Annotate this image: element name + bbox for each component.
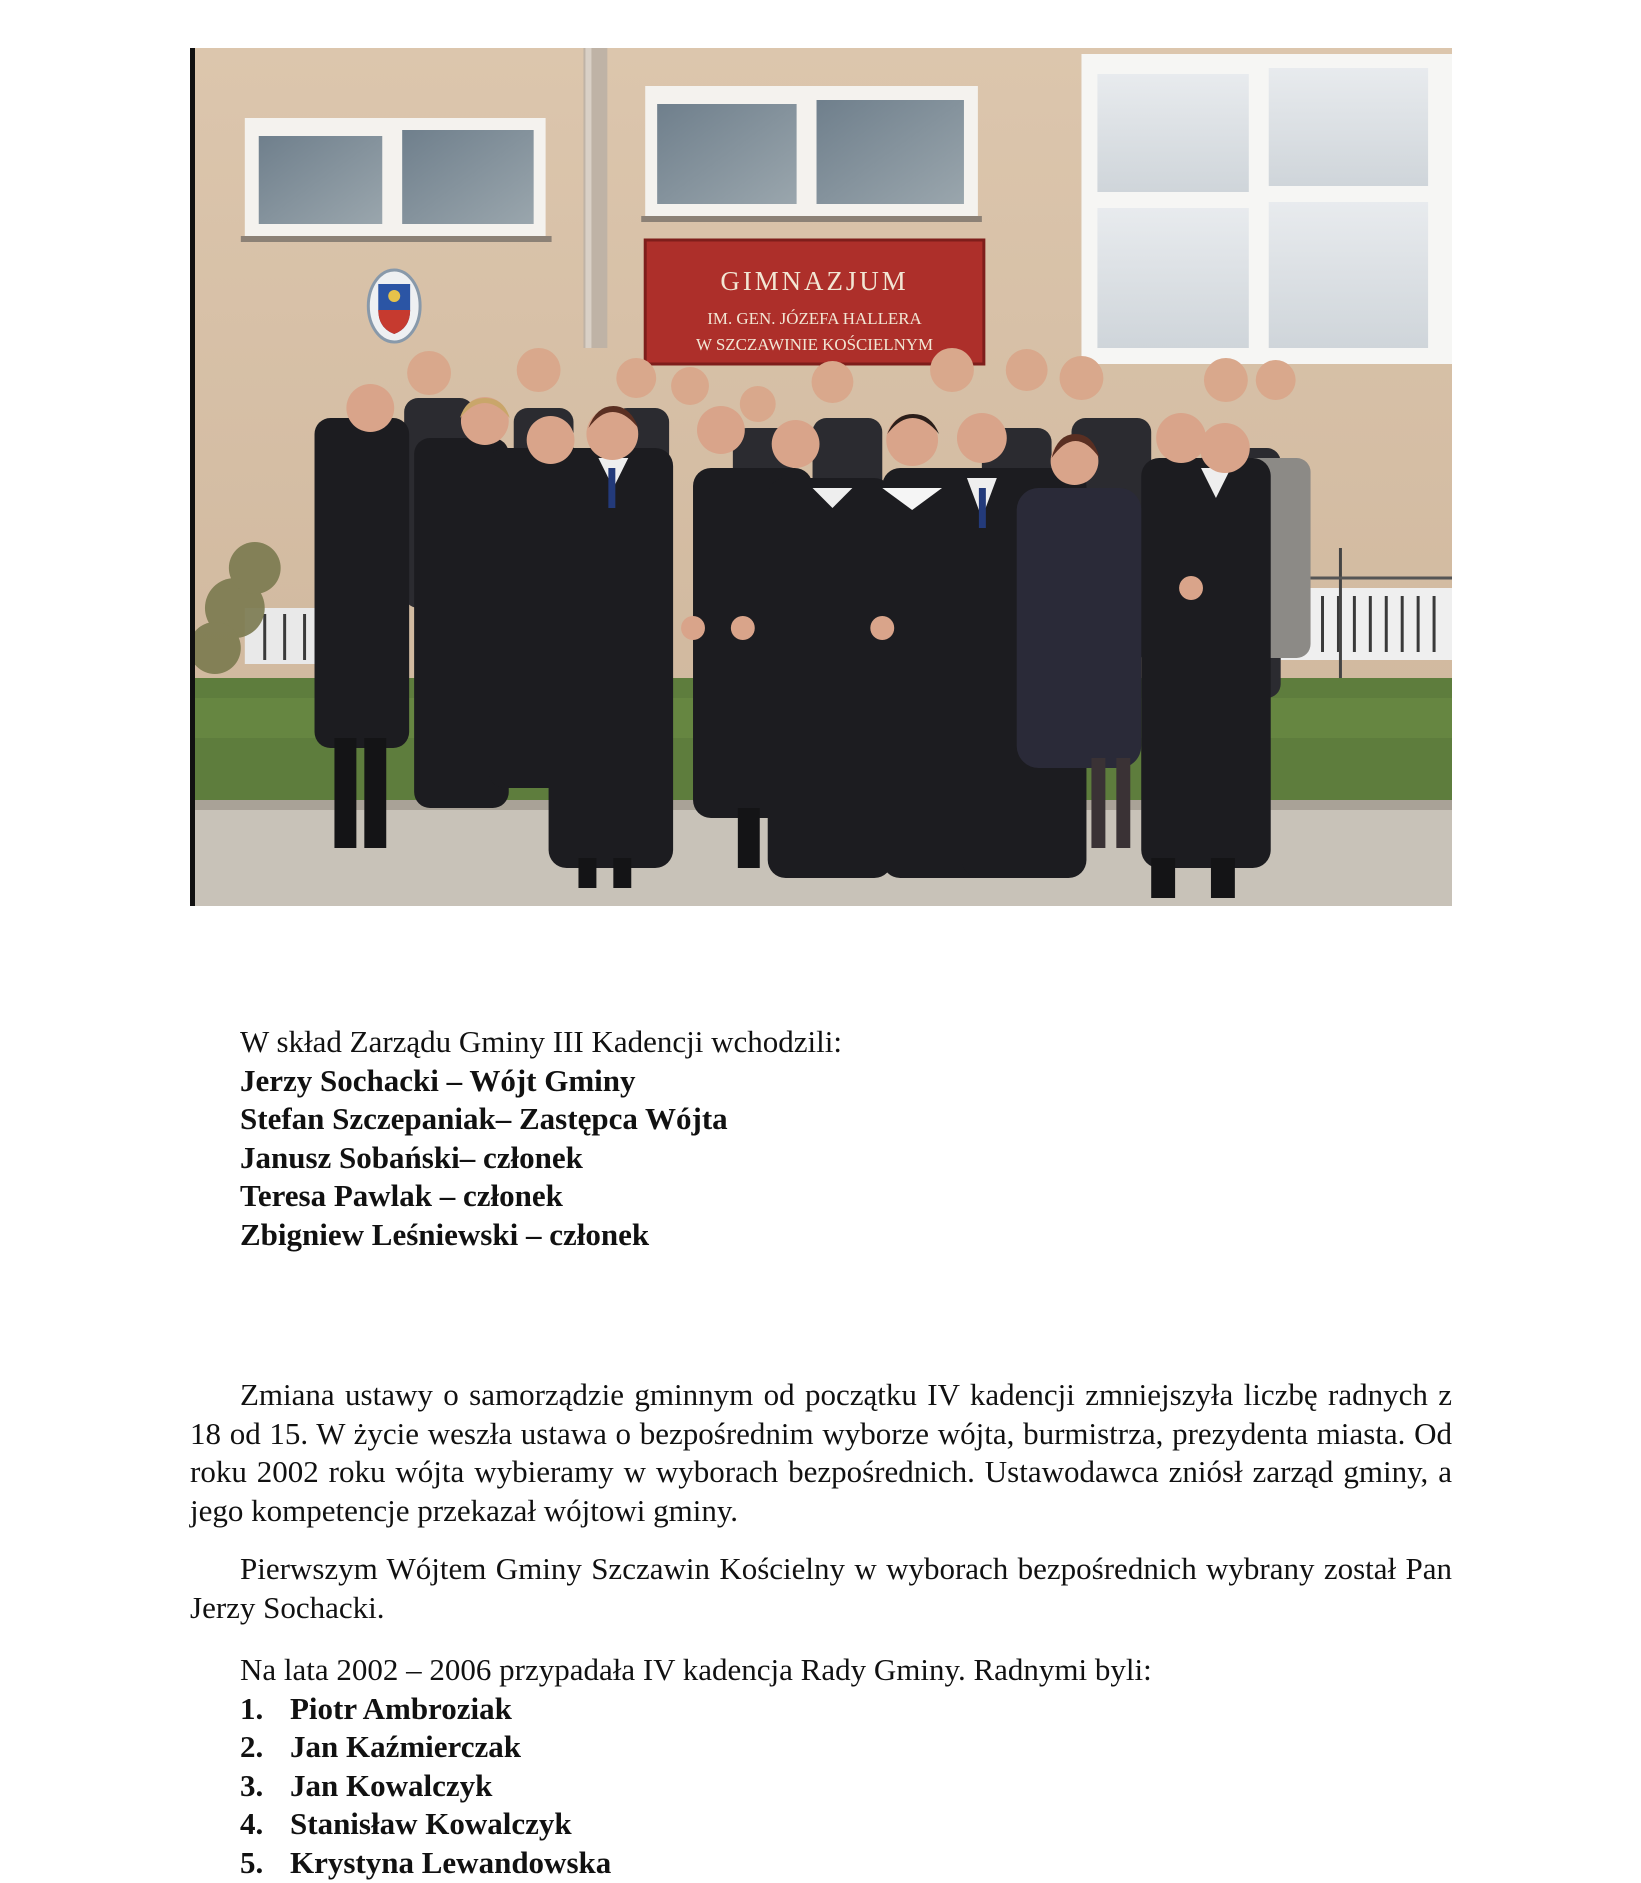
board-member: Janusz Sobański– członek: [240, 1139, 583, 1175]
council-list: [240, 1690, 1502, 1883]
board-member: Teresa Pawlak – członek: [240, 1178, 563, 1213]
list-number: 4.: [240, 1806, 264, 1841]
councillor-name: Jan Kaźmierczak: [290, 1729, 522, 1764]
list-number: 1.: [240, 1690, 264, 1726]
board-member: Zbigniew Leśniewski – członek: [240, 1216, 650, 1252]
list-item: [240, 1805, 1502, 1844]
paragraph: Pierwszym Wójtem Gminy Szczawin Kościelny w wyborach bezpośrednich wybrany został Pan Jerzy Sochacki.: [190, 1551, 1452, 1625]
list-number: 3.: [240, 1767, 264, 1803]
window-right: [1081, 54, 1452, 364]
council-section: [190, 1651, 1502, 1882]
body-paragraphs: [190, 1376, 1452, 1627]
coat-of-arms: [368, 270, 420, 342]
paragraph: Zmiana ustawy o samorządzie gminnym od początku IV kadencji zmniejszyła liczbę radnych z 18 od 15. W życie weszła ustawa o bezpośrednim wyborze wójta, burmistrza, prezydenta miasta. Od roku 2002 roku wójta wybieramy w wyborach bezpośrednich. Ustawodawca zniósł zarząd gminy, a jego kompetencje przekazał wójtowi gminy.: [190, 1377, 1452, 1528]
councillor-name: Stanisław Kowalczyk: [290, 1806, 572, 1841]
list-number: 2.: [240, 1729, 264, 1764]
councillor-name: Jan Kowalczyk: [290, 1767, 493, 1803]
sign-line-1: GIMNAZJUM: [720, 265, 909, 297]
councillor-name: Piotr Ambroziak: [290, 1690, 512, 1726]
window-left: [241, 118, 552, 242]
list-item: [240, 1844, 1502, 1883]
board-member: Stefan Szczepaniak– Zastępca Wójta: [240, 1101, 728, 1136]
list-item: [240, 1728, 1502, 1767]
list-item: [240, 1690, 1502, 1729]
school-sign: [645, 240, 984, 364]
sign-line-2: IM. GEN. JÓZEFA HALLERA: [707, 308, 922, 329]
board-intro: W skład Zarządu Gminy III Kadencji wchodzili:: [240, 1024, 843, 1059]
window-middle: [641, 86, 982, 222]
group-photo: [190, 48, 1452, 906]
council-intro: Na lata 2002 – 2006 przypadała IV kadencja Rady Gminy. Radnymi byli:: [240, 1652, 1152, 1687]
list-item: [240, 1767, 1502, 1806]
sign-line-3: W SZCZAWINIE KOŚCIELNYM: [695, 334, 934, 355]
councillor-name: Krystyna Lewandowska: [290, 1844, 612, 1880]
board-member: Jerzy Sochacki – Wójt Gminy: [240, 1062, 636, 1098]
group-photo-drawing: [195, 48, 1452, 906]
board-section: [190, 1023, 1452, 1254]
list-number: 5.: [240, 1844, 264, 1880]
